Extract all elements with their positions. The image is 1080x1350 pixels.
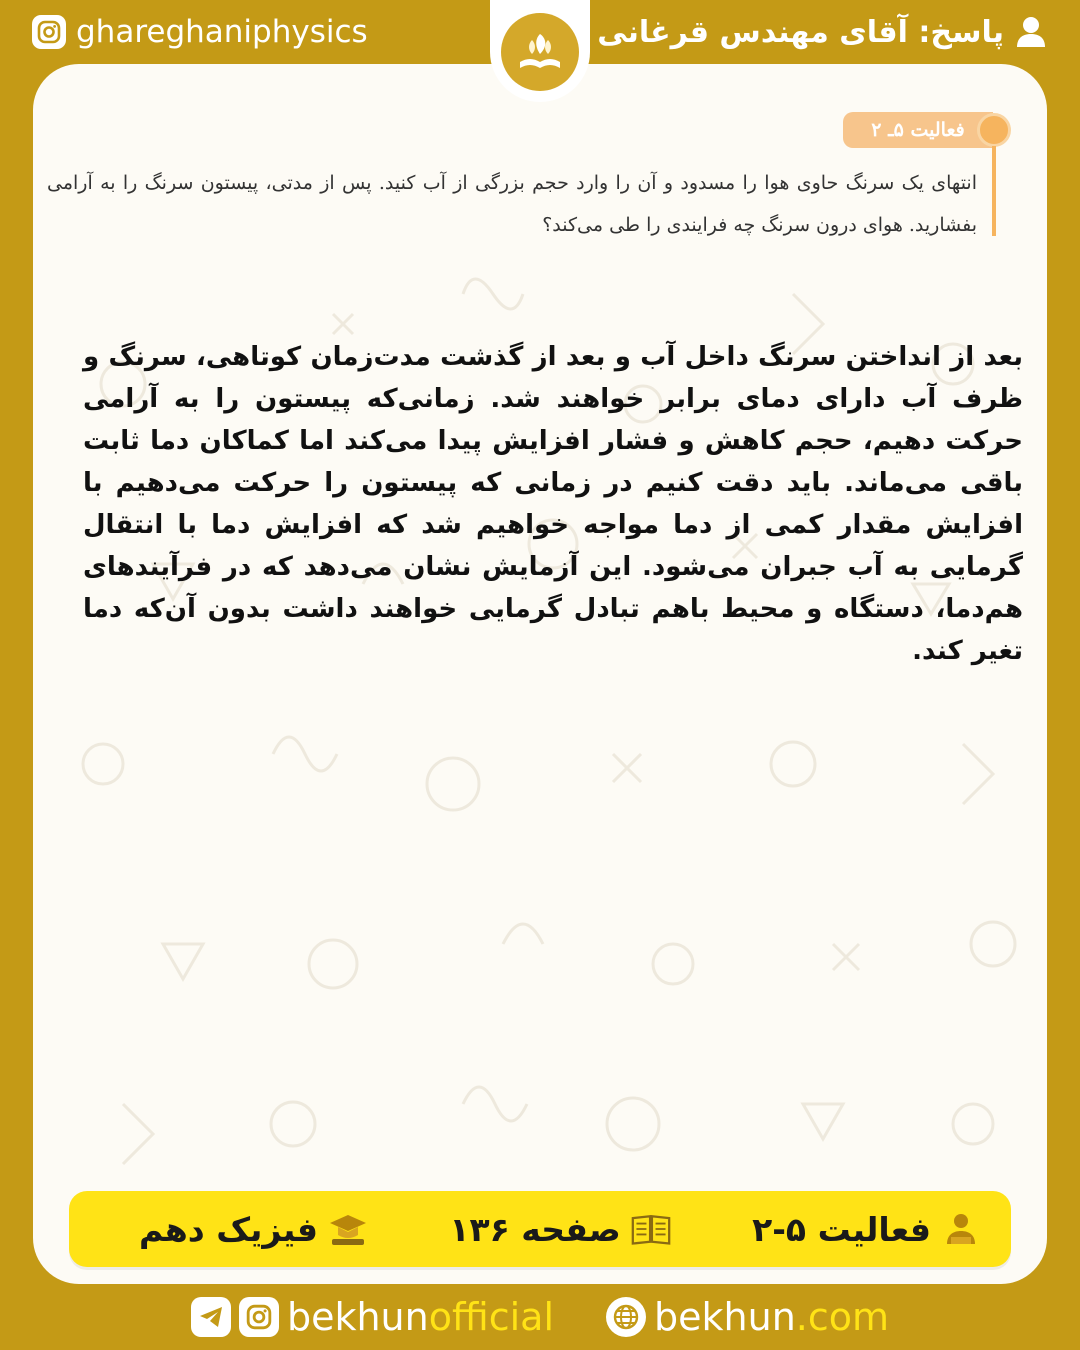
logo <box>490 0 590 102</box>
info-book <box>139 1209 368 1249</box>
content-card <box>33 64 1047 1284</box>
telegram-icon <box>191 1297 231 1337</box>
info-page <box>449 1209 670 1249</box>
book-icon <box>631 1209 671 1249</box>
info-activity-text: فعالیت ۵-۲ <box>752 1209 931 1249</box>
user-icon <box>1016 16 1046 48</box>
info-book-text: فیزیک دهم <box>139 1209 318 1249</box>
info-bar <box>69 1191 1011 1267</box>
answer-text: بعد از انداختن سرنگ داخل آب و بعد از گذشت مدت‌زمان کوتاهی، سرنگ و ظرف آب دارای دمای برابر خواهند شد. زمانی‌که پیستون را به آرامی حرکت دهیم، حجم کاهش و فشار افزایش پیدا می‌کند اما کماکان دما ثابت باقی می‌ماند. باید دقت کنیم در زمانی که پیستون را حرکت می‌دهیم با افزایش مقدار کمی از دما مواجه خواهیم شد که افزایش دما با انتقال گرمایی به آب جبران می‌شود. این آزمایش نشان می‌دهد که در فرآیندهای هم‌دما، دستگاه و محیط باهم تبادل گرمایی خواهند داشت بدون آن‌که دما تغیر کند. <box>83 342 1023 666</box>
activity-label: فعالیت ۵ـ ۲ <box>843 112 993 148</box>
instagram-handle[interactable] <box>32 10 368 54</box>
website-suffix: .com <box>795 1295 890 1339</box>
activity-marker <box>977 113 1011 147</box>
top-bar <box>0 0 1080 64</box>
social-link[interactable] <box>191 1295 554 1339</box>
info-activity <box>752 1209 981 1249</box>
social-handle-prefix: bekhun <box>286 1295 429 1339</box>
website-link[interactable] <box>606 1295 889 1339</box>
instagram-icon <box>239 1297 279 1337</box>
activity-box <box>47 112 1029 244</box>
graduation-cap-icon <box>328 1209 368 1249</box>
teacher-icon <box>941 1209 981 1249</box>
answer-by <box>597 10 1046 54</box>
activity-line <box>992 146 996 236</box>
answer-by-text: پاسخ: آقای مهندس قرغانی <box>597 14 1004 50</box>
instagram-icon <box>32 15 66 49</box>
logo-mark <box>501 13 579 91</box>
social-handle-suffix: official <box>428 1295 555 1339</box>
website-prefix: bekhun <box>654 1295 796 1339</box>
globe-icon <box>606 1297 646 1337</box>
social-handle <box>287 1295 554 1339</box>
background-pattern <box>33 64 1047 1284</box>
website-url <box>654 1295 889 1339</box>
info-page-text: صفحه ۱۳۶ <box>449 1209 621 1249</box>
instagram-handle-text: ghareghaniphysics <box>76 14 368 50</box>
book-logo-icon <box>510 22 570 82</box>
bottom-bar <box>0 1284 1080 1350</box>
activity-question: انتهای یک سرنگ حاوی هوا را مسدود و آن را وارد حجم بزرگی از آب کنید. پس از مدتی، پیستون سرنگ را به آرامی بفشارید. هوای درون سرنگ چه فرایندی را طی می‌کند؟ <box>47 172 977 236</box>
